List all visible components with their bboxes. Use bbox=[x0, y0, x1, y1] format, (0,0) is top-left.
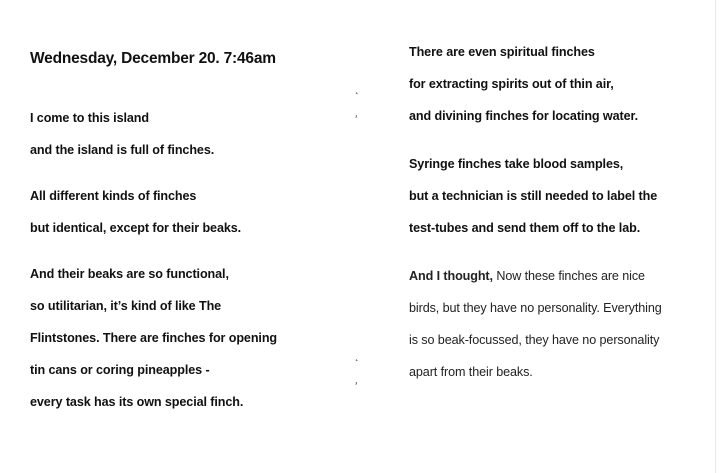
poem-line: There are even spiritual finches bbox=[409, 45, 595, 59]
poem-line: so utilitarian, it’s kind of like The bbox=[30, 299, 222, 313]
poem-line: apart from their beaks. bbox=[409, 365, 533, 379]
poem-line: All different kinds of finches bbox=[30, 189, 197, 203]
poem-line: and the island is full of finches. bbox=[30, 143, 215, 157]
entry-heading: Wednesday, December 20. 7:46am bbox=[30, 50, 276, 67]
poem-line: birds, but they have no personality. Everything bbox=[409, 301, 662, 315]
poem-line: test-tubes and send them off to the lab. bbox=[409, 221, 641, 235]
poem-line: and divining finches for locating water. bbox=[409, 109, 639, 123]
right-column bbox=[409, 44, 709, 396]
poem-line: but identical, except for their beaks. bbox=[30, 221, 242, 235]
poem-line: Syringe finches take blood samples, bbox=[409, 157, 624, 171]
poem-line bbox=[409, 268, 709, 284]
poem-line: Flintstones. There are finches for opening bbox=[30, 331, 278, 345]
page-edge bbox=[715, 0, 716, 473]
lead-rest: Now these finches are nice bbox=[492, 269, 645, 283]
poem-line: is so beak-focussed, they have no personality bbox=[409, 333, 660, 347]
poem-line: tin cans or coring pineapples - bbox=[30, 363, 210, 377]
left-column bbox=[30, 46, 330, 426]
poem-line: for extracting spirits out of thin air, bbox=[409, 77, 614, 91]
poem-line: And their beaks are so functional, bbox=[30, 267, 229, 281]
poem-line: I come to this island bbox=[30, 111, 149, 125]
gutter-mark: ˛ bbox=[354, 82, 360, 95]
lead-phrase: And I thought, bbox=[409, 269, 493, 283]
gutter-mark: ⸴ bbox=[355, 375, 358, 388]
gutter-mark: ˛ bbox=[354, 349, 360, 362]
poem-line: every task has its own special finch. bbox=[30, 395, 244, 409]
gutter-mark: ⸴ bbox=[355, 108, 358, 121]
poem-line: but a technician is still needed to label the bbox=[409, 189, 658, 203]
